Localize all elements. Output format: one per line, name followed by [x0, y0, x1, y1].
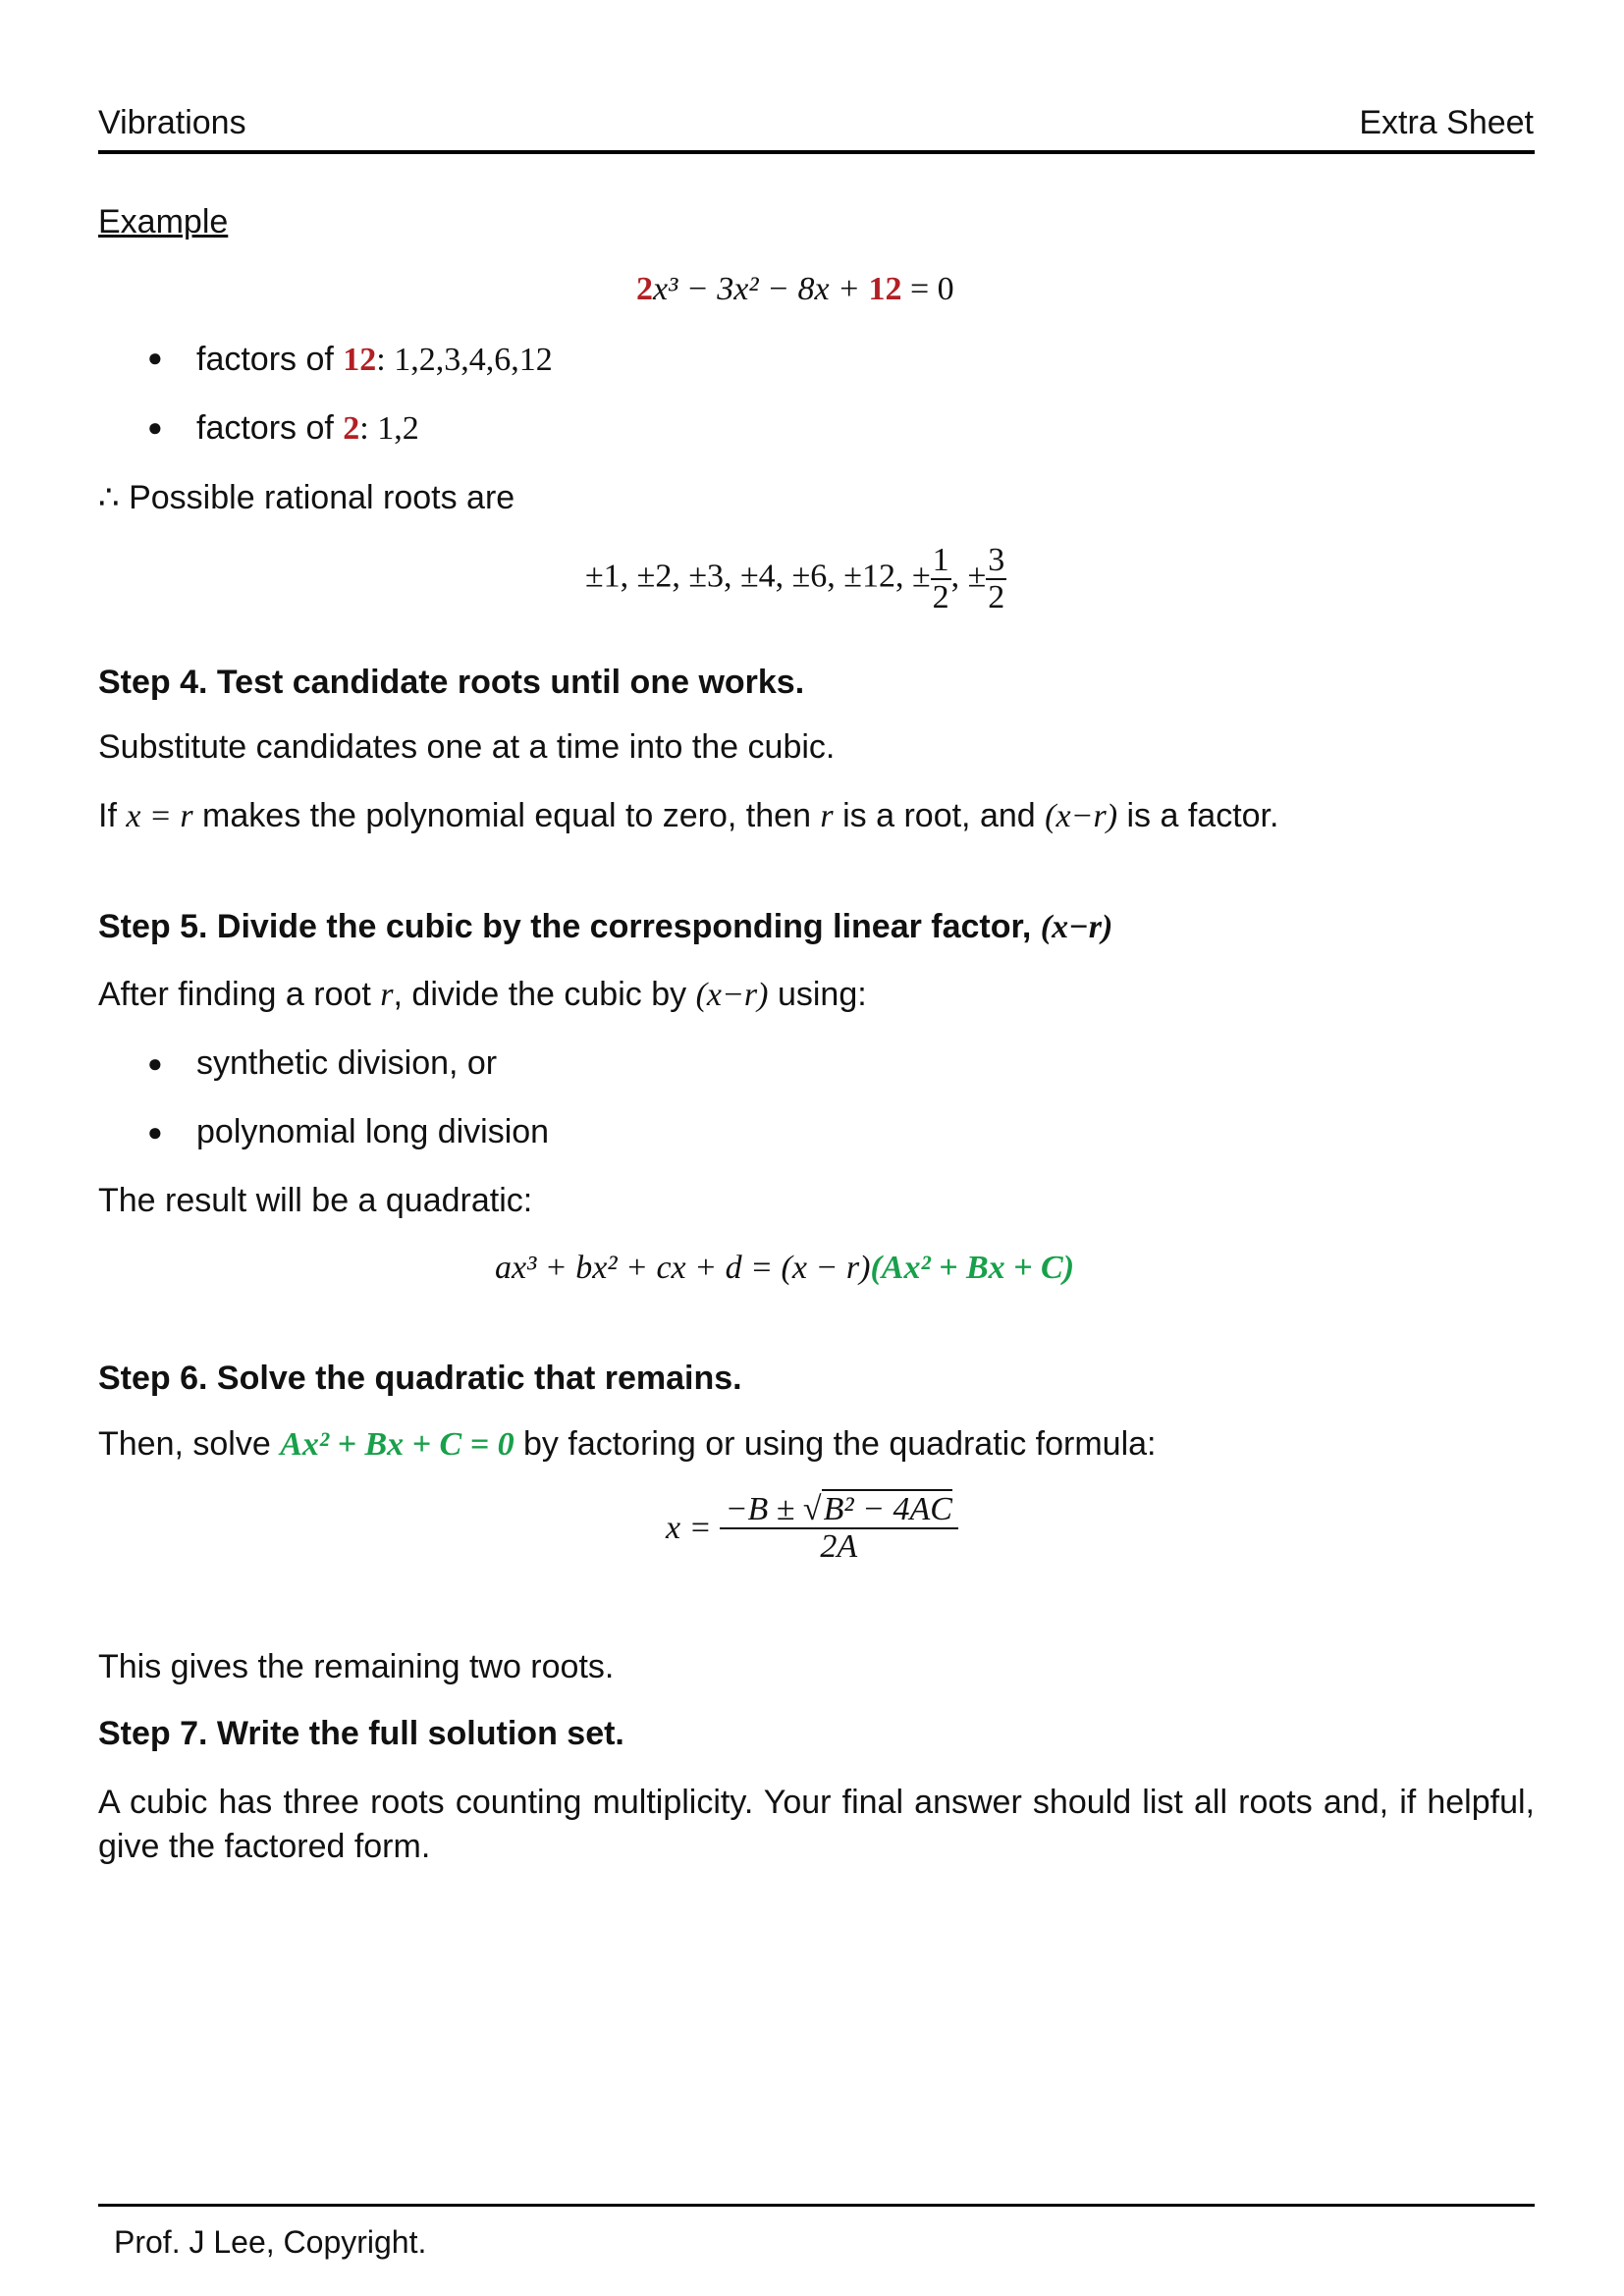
- list-item: polynomial long division: [196, 1113, 550, 1150]
- formula-numerator: −B ± √B² − 4AC: [725, 1491, 952, 1527]
- example-heading: Example: [98, 203, 229, 240]
- roots-separator: , ±: [950, 558, 987, 595]
- step6-line1: Then, solve Ax² + Bx + C = 0 by factoring or using the quadratic formula:: [98, 1425, 1157, 1463]
- square-root-icon: √: [802, 1491, 822, 1527]
- step4-line1: Substitute candidates one at a time into the cubic.: [98, 728, 836, 766]
- factors-2-item: factors of 2: 1,2: [196, 409, 419, 447]
- step7-line2: give the factored form.: [98, 1828, 431, 1865]
- step5-result: The result will be a quadratic:: [98, 1182, 533, 1219]
- footer-text: Prof. J Lee, Copyright.: [114, 2224, 427, 2260]
- equation-constant: 12: [868, 271, 902, 307]
- fraction-three-halves: $\frac{3}{2}$: [988, 542, 1005, 615]
- equation-tail: = 0: [901, 271, 954, 307]
- step5-line1: After finding a root r, divide the cubic by (x−r) using:: [98, 976, 867, 1013]
- bullet-dot: ●: [147, 343, 163, 372]
- quadratic-formula: [666, 1492, 958, 1564]
- bullet-dot: ●: [147, 1117, 163, 1147]
- factors-highlight: 12: [343, 342, 377, 378]
- rational-roots-list: [585, 543, 1006, 614]
- formula-lhs: x =: [666, 1509, 712, 1546]
- factors-values: 1,2,3,4,6,12: [394, 342, 553, 378]
- step6-title: Step 6. Solve the quadratic that remains.: [98, 1360, 742, 1397]
- quadratic-equation: Ax² + Bx + C = 0: [280, 1426, 514, 1463]
- roots-integers: ±1, ±2, ±3, ±4, ±6, ±12, ±: [585, 558, 931, 595]
- math-x-equals-r: x = r: [126, 798, 193, 834]
- math-linear-factor: (x−r): [1045, 798, 1118, 834]
- quadratic-factor: (Ax² + Bx + C): [870, 1250, 1075, 1286]
- math-linear-factor: (x−r): [695, 977, 769, 1013]
- header-rule: [98, 150, 1535, 154]
- step5-title: Step 5. Divide the cubic by the corresponding linear factor, (x−r): [98, 908, 1113, 945]
- formula-fraction: [720, 1492, 958, 1564]
- math-linear-factor: (x−r): [1040, 909, 1113, 945]
- step7-line1: A cubic has three roots counting multiplicity. Your final answer should list all roots and, if helpful,: [98, 1784, 1535, 1821]
- header-right: Extra Sheet: [1359, 104, 1534, 141]
- footer-rule: [98, 2204, 1535, 2207]
- list-item: synthetic division, or: [196, 1044, 498, 1082]
- therefore-line: [98, 478, 514, 517]
- math-r: r: [820, 798, 834, 834]
- cubic-factorization-equation: ax³ + bx² + cx + d = (x − r)(Ax² + Bx + C): [495, 1250, 1075, 1286]
- math-r: r: [380, 977, 394, 1013]
- factors-12-item: factors of 12: 1,2,3,4,6,12: [196, 341, 553, 378]
- therefore-text: Possible rational roots are: [129, 479, 515, 516]
- step4-line2: If x = r makes the polynomial equal to zero, then r is a root, and (x−r) is a factor.: [98, 797, 1279, 834]
- formula-denominator: 2A: [720, 1527, 958, 1565]
- fraction-one-half: $\frac{1}{2}$: [932, 542, 949, 615]
- factors-highlight: 2: [343, 410, 360, 447]
- factors-label: factors of: [196, 341, 344, 378]
- radicand: B² − 4AC: [823, 1491, 952, 1527]
- equation-leading-coefficient: 2: [636, 271, 653, 307]
- header-left: Vibrations: [98, 104, 246, 141]
- factors-label: factors of: [196, 409, 344, 447]
- step4-title: Step 4. Test candidate roots until one works.: [98, 664, 805, 701]
- therefore-icon: ∴: [98, 479, 120, 516]
- equation-middle: x³ − 3x² − 8x +: [653, 271, 869, 307]
- step6-after: This gives the remaining two roots.: [98, 1648, 615, 1685]
- step7-title: Step 7. Write the full solution set.: [98, 1715, 624, 1752]
- example-equation: [636, 271, 954, 308]
- bullet-dot: ●: [147, 412, 163, 442]
- factors-values: 1,2: [377, 410, 419, 447]
- bullet-dot: ●: [147, 1048, 163, 1078]
